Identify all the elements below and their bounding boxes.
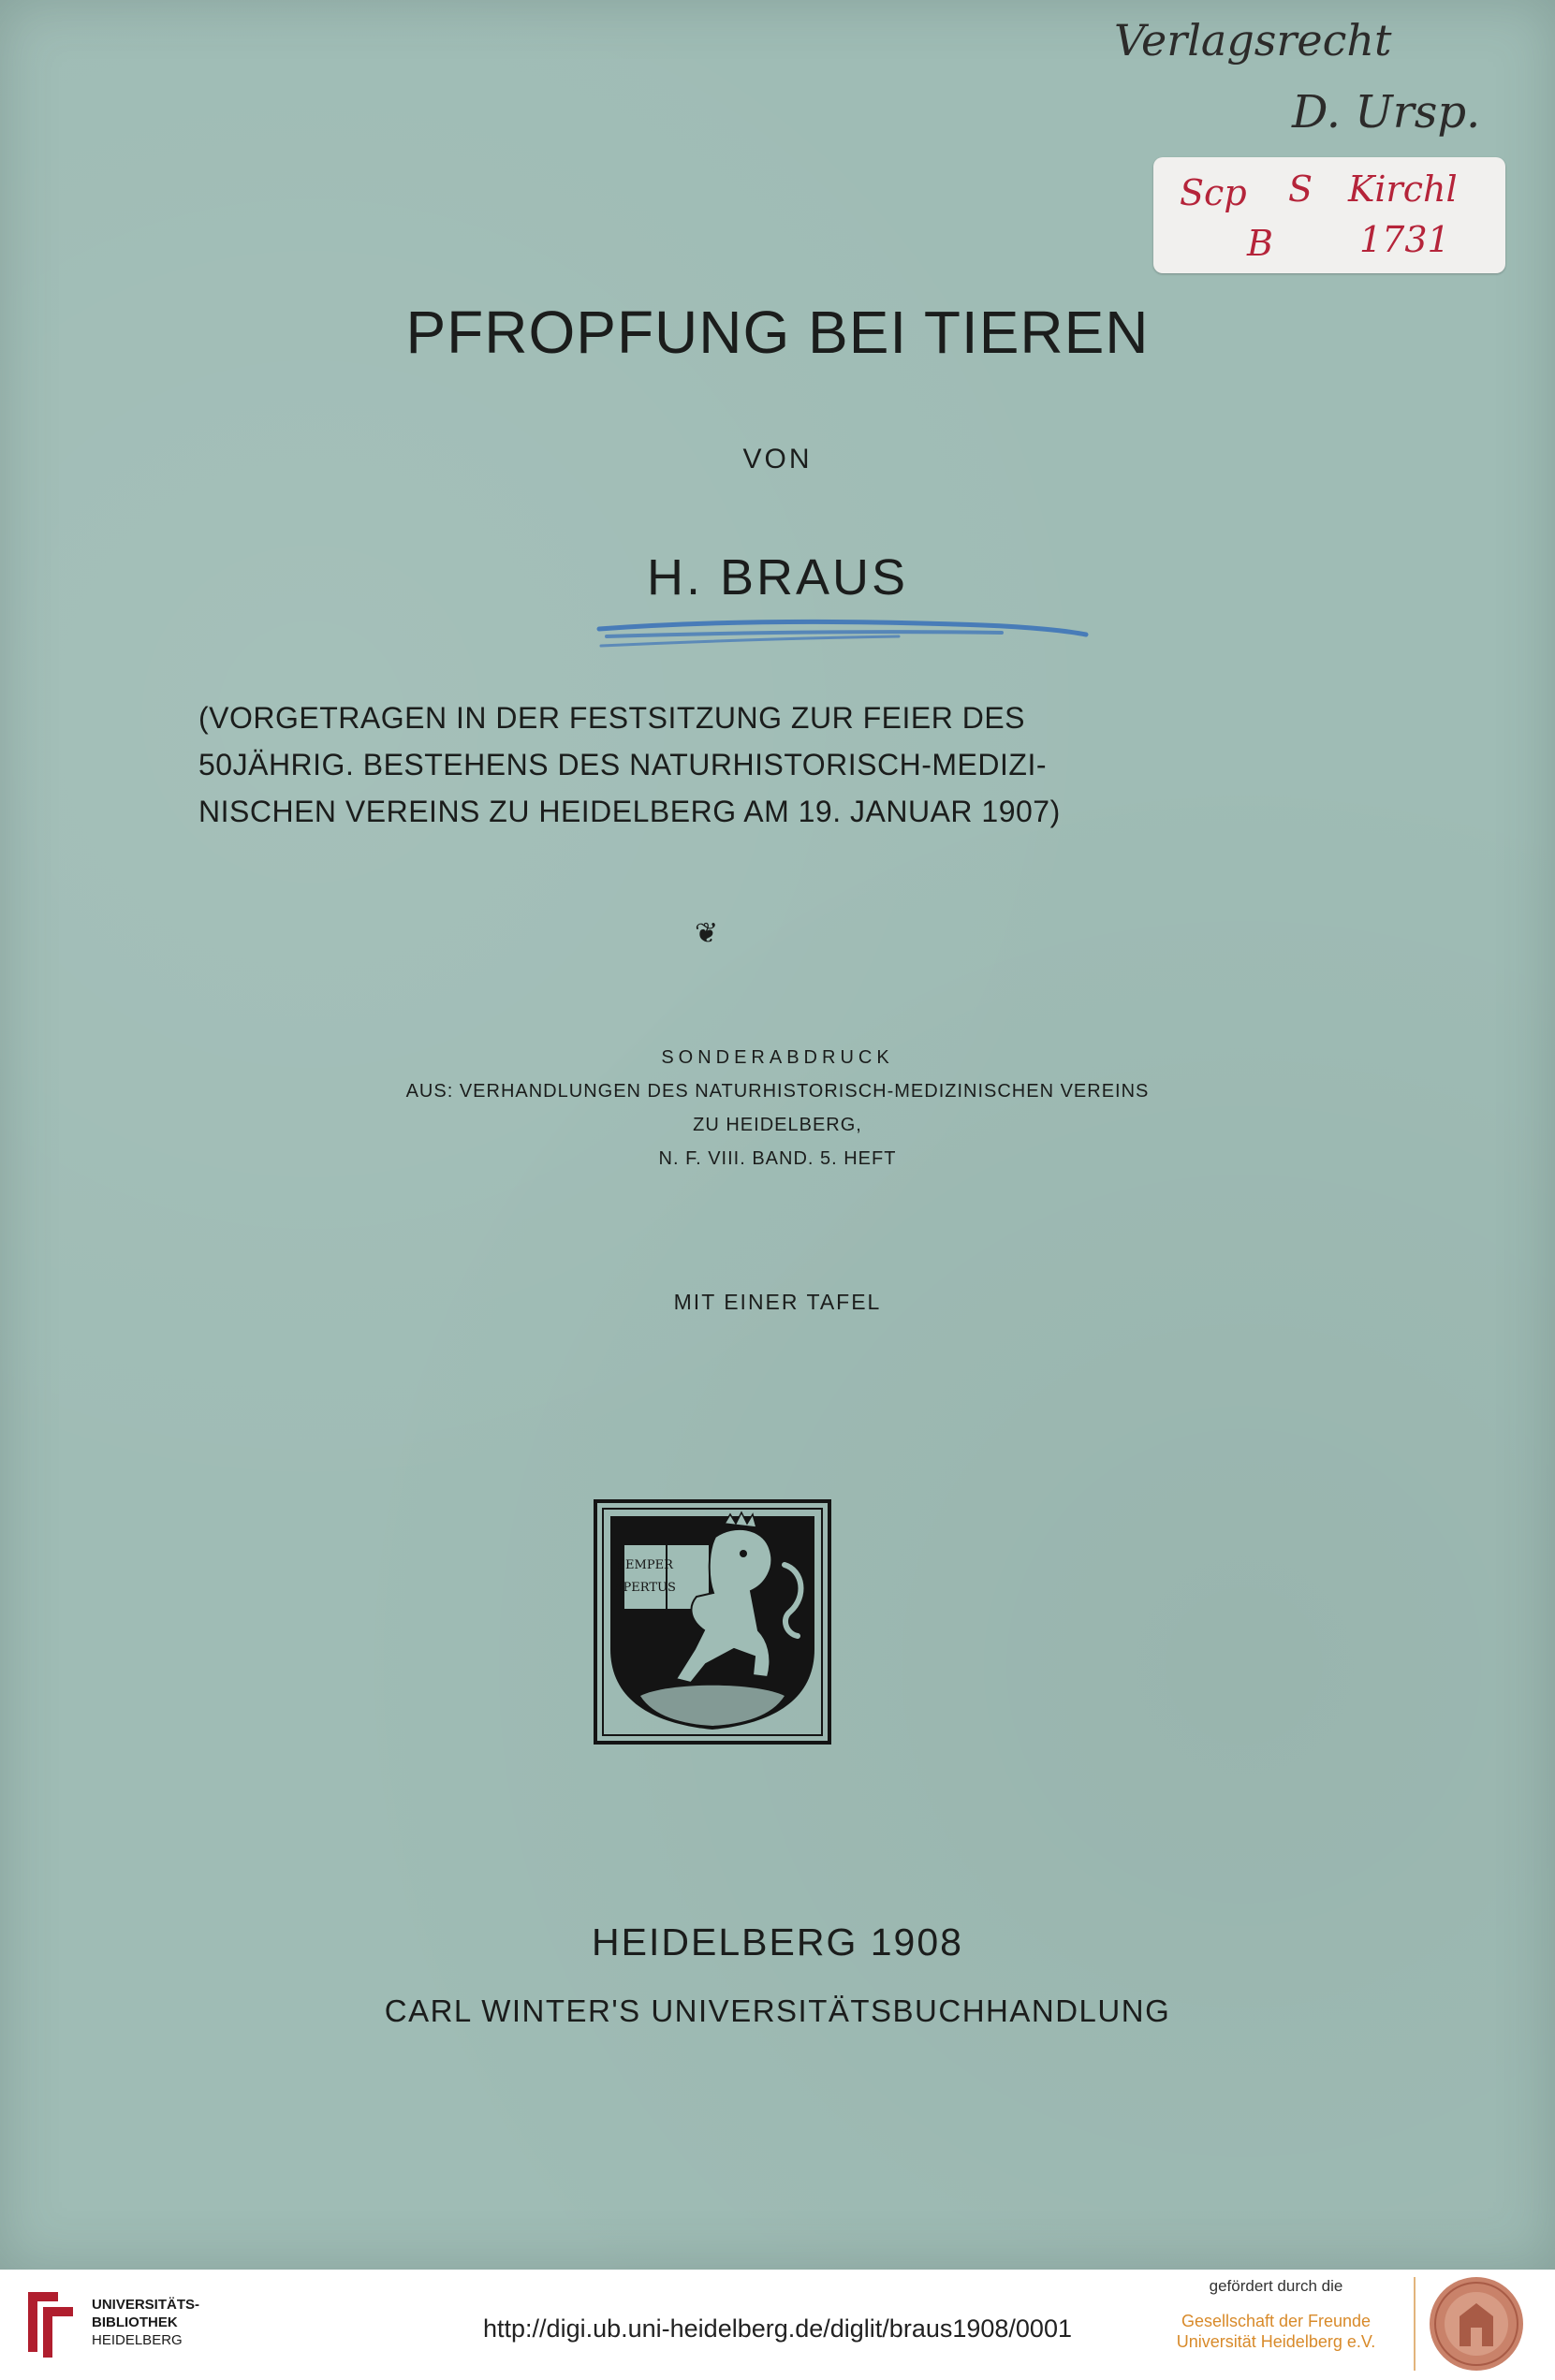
- shelfmark-part: B: [1247, 223, 1273, 264]
- offprint-line: AUS: VERHANDLUNGEN DES NATURHISTORISCH-MEDIZINISCHEN VEREINS: [405, 1081, 1150, 1102]
- by-line: VON: [742, 444, 813, 475]
- sponsor-name: Gesellschaft der Freunde: [1181, 2312, 1372, 2330]
- handwritten-note: Verlagsrecht: [1114, 15, 1392, 66]
- shelfmark-part: S: [1288, 168, 1313, 210]
- shelfmark-part: Scp: [1180, 172, 1247, 213]
- emblem-motto-2: APERTUS: [614, 1581, 676, 1595]
- shelfmark-part: Kirchl: [1348, 168, 1458, 210]
- shelfmark-label: [1153, 157, 1505, 273]
- publisher-name: CARL WINTER'S UNIVERSITÄTSBUCHHANDLUNG: [384, 1993, 1171, 2028]
- heidelberg-lion-shield-icon: [594, 1499, 831, 1745]
- occasion-line: (VORGETRAGEN IN DER FESTSITZUNG ZUR FEIER DES: [198, 701, 1025, 735]
- offprint-note: [0, 1041, 1555, 1175]
- library-line: HEIDELBERG: [92, 2332, 183, 2348]
- occasion-note: [198, 694, 1247, 835]
- emblem-motto-1: SEMPER: [617, 1558, 673, 1572]
- author-name: H. BRAUS: [646, 549, 909, 606]
- permalink-url[interactable]: http://digi.ub.uni-heidelberg.de/diglit/braus1908/0001: [483, 2314, 1072, 2343]
- divider: [1414, 2277, 1416, 2371]
- library-line: BIBLIOTHEK: [92, 2314, 178, 2330]
- offprint-line: SONDERABDRUCK: [661, 1047, 894, 1068]
- publication-place: HEIDELBERG 1908: [592, 1920, 963, 1964]
- book-title: PFROPFUNG BEI TIEREN: [405, 299, 1150, 366]
- sponsor-intro: gefördert durch die: [1209, 2277, 1343, 2295]
- plate-note: MIT EINER TAFEL: [673, 1290, 882, 1314]
- digitization-footer: [0, 2270, 1555, 2380]
- library-line: UNIVERSITÄTS-: [92, 2297, 200, 2313]
- occasion-line: NISCHEN VEREINS ZU HEIDELBERG AM 19. JANUAR 1907): [198, 795, 1061, 828]
- offprint-line: N. F. VIII. BAND. 5. HEFT: [658, 1148, 897, 1169]
- shelfmark-part: 1731: [1359, 219, 1450, 260]
- sponsor-name-2: Universität Heidelberg e.V.: [1176, 2332, 1376, 2351]
- university-seal-icon: [1428, 2275, 1525, 2373]
- blue-pencil-underline: [590, 610, 1095, 657]
- sponsor-credit: [1140, 2277, 1412, 2352]
- occasion-line: 50JÄHRIG. BESTEHENS DES NATURHISTORISCH-MEDIZI-: [198, 748, 1047, 781]
- offprint-line: ZU HEIDELBERG,: [693, 1115, 862, 1135]
- handwritten-note-2: D. Ursp.: [1292, 86, 1481, 139]
- floral-ornament-icon: ❦: [695, 918, 719, 949]
